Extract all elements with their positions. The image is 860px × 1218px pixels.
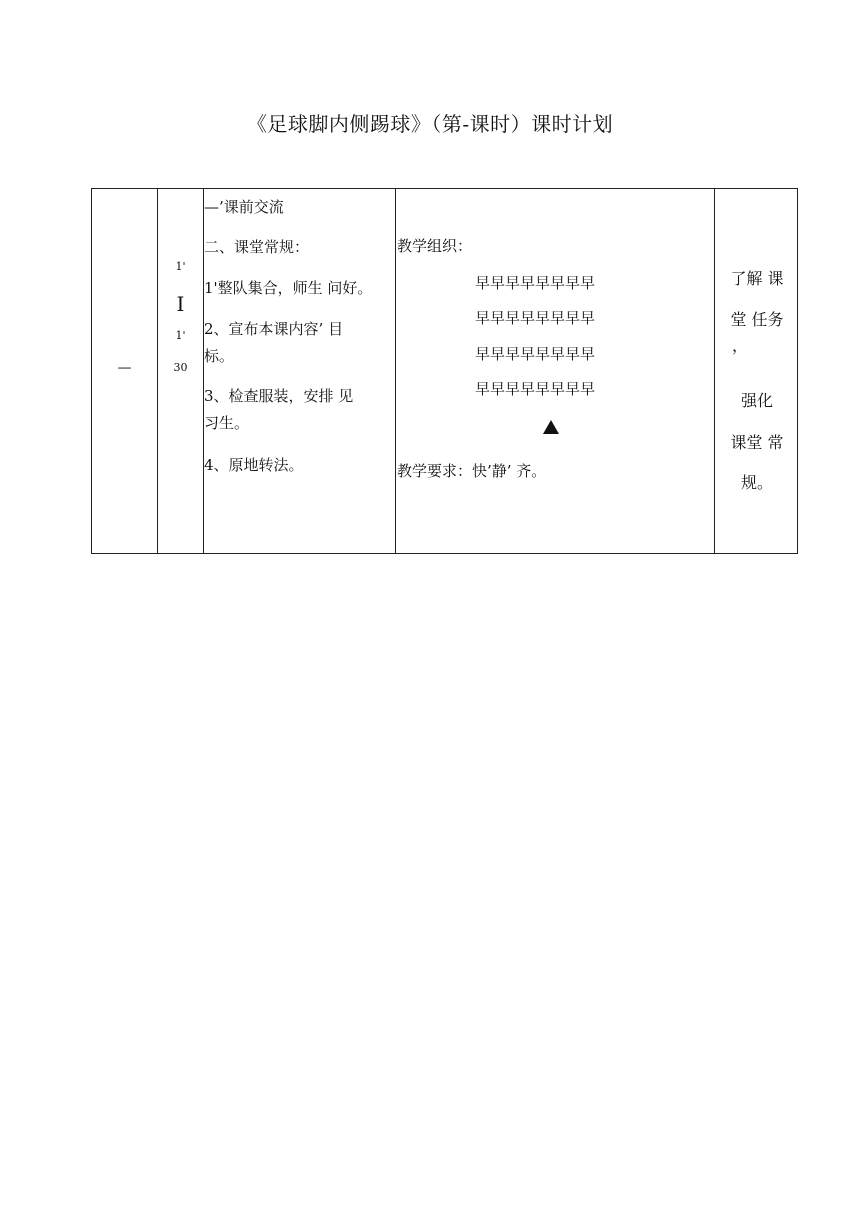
content-line: —’课前交流 bbox=[204, 198, 284, 216]
part-label: — bbox=[117, 360, 132, 376]
content-line: 2、宣布本课内容’ 目 bbox=[204, 320, 344, 338]
content-line: 习生。 bbox=[204, 414, 250, 432]
purpose-cell bbox=[716, 188, 798, 554]
triangle-icon bbox=[543, 420, 559, 434]
teaching-requirement: 教学要求：快’静’ 齐。 bbox=[397, 462, 547, 480]
time-cell bbox=[158, 188, 203, 554]
content-cell bbox=[204, 188, 394, 554]
time-label: 30 bbox=[173, 361, 188, 374]
page-title: 《足球脚内侧踢球》（第-课时）课时计划 bbox=[246, 112, 614, 136]
content-line: 标。 bbox=[204, 347, 235, 365]
time-label: 1' bbox=[175, 329, 186, 342]
purpose-line: 了解 课 bbox=[730, 269, 784, 288]
content-line: 1'整队集合，师生 问好。 bbox=[204, 279, 373, 297]
time-label: 1' bbox=[175, 260, 186, 273]
formation-row: 早早早早早早早早 bbox=[475, 380, 596, 398]
purpose-line: 规。 bbox=[740, 473, 773, 492]
part-cell bbox=[92, 188, 157, 554]
formation-row: 早早早早早早早早 bbox=[475, 274, 596, 292]
time-label: I bbox=[176, 292, 185, 316]
organization-cell bbox=[396, 188, 714, 554]
purpose-line: ， bbox=[732, 336, 749, 355]
content-line: 4、原地转法。 bbox=[204, 456, 304, 474]
content-line: 3、检查服装，安排 见 bbox=[204, 387, 354, 405]
purpose-line: 强化 bbox=[740, 391, 773, 410]
formation-row: 早早早早早早早早 bbox=[475, 345, 596, 363]
purpose-line: 课堂 常 bbox=[730, 433, 784, 452]
purpose-line: 堂 任务 bbox=[730, 310, 784, 329]
organization-heading: 教学组织： bbox=[397, 237, 473, 255]
formation-row: 早早早早早早早早 bbox=[475, 309, 596, 327]
table-divider bbox=[714, 188, 715, 554]
content-line: 二、课堂常规： bbox=[204, 238, 310, 256]
